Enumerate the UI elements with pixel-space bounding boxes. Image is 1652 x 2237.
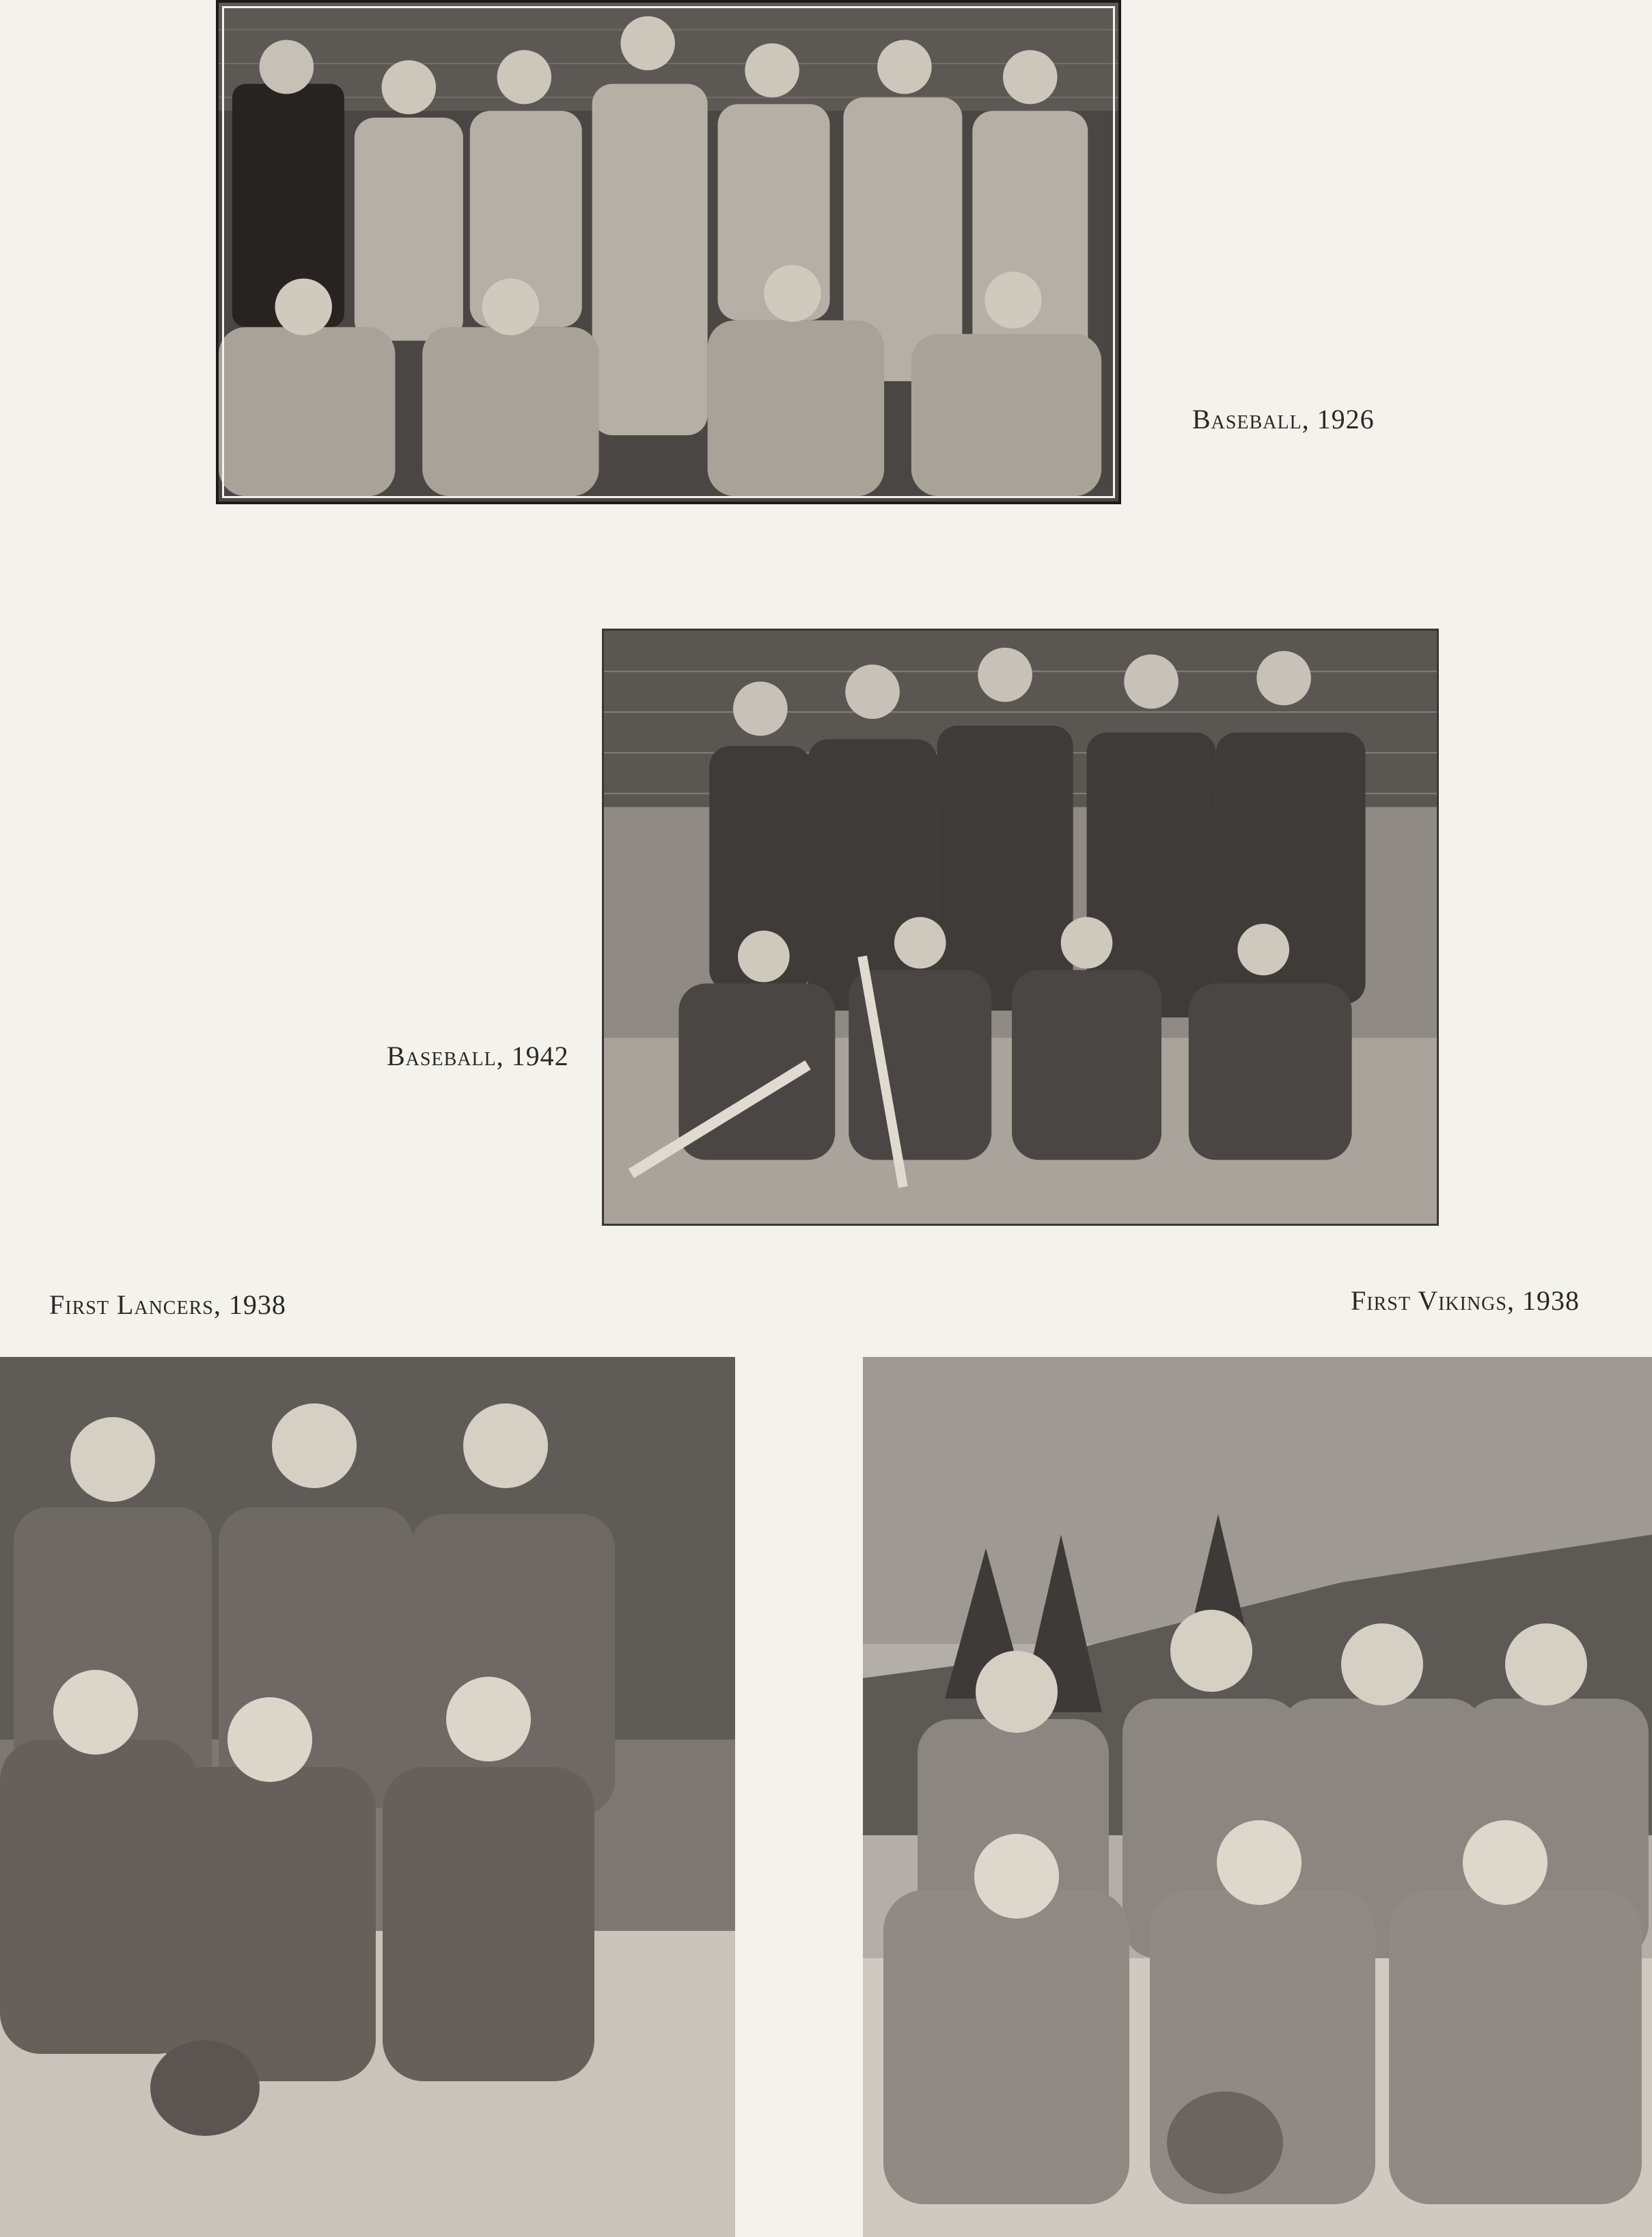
caption-first-lancers: First Lancers, 1938 <box>49 1289 286 1320</box>
photo-baseball-1926 <box>216 0 1121 504</box>
photo-first-vikings-image <box>863 1357 1652 2237</box>
photo-first-lancers <box>0 1357 735 2237</box>
photo-baseball-1942-image <box>604 631 1437 1224</box>
photo-baseball-1926-image <box>219 3 1118 502</box>
caption-first-vikings: First Vikings, 1938 <box>1351 1285 1580 1316</box>
caption-baseball-1942: Baseball, 1942 <box>387 1041 569 1071</box>
caption-baseball-1926: Baseball, 1926 <box>1192 404 1375 435</box>
photo-first-vikings <box>863 1357 1652 2237</box>
photo-baseball-1942 <box>602 629 1439 1226</box>
photo-first-lancers-image <box>0 1357 735 2237</box>
